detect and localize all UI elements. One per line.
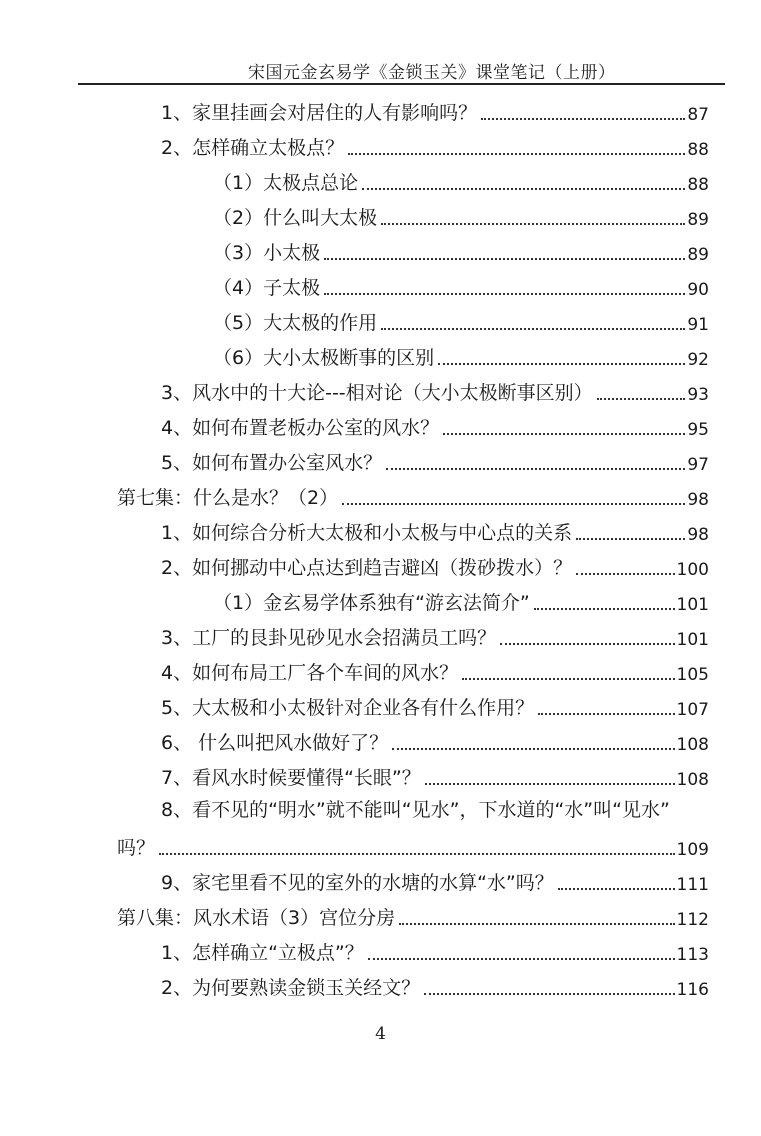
leader-dots xyxy=(324,258,685,260)
toc-entry-title: 3、风水中的十大论---相对论（大小太极断事区别） xyxy=(161,382,593,404)
leader-dots xyxy=(381,328,685,330)
toc-entry xyxy=(117,830,709,860)
toc-entry-title: （1）金玄易学体系独有“游玄法简介” xyxy=(213,592,530,614)
toc-entry-title: 6、 什么叫把风水做好了？ xyxy=(161,732,389,754)
toc-entry-page: 107 xyxy=(676,700,709,720)
leader-dots xyxy=(500,643,674,645)
toc-entry-title: 2、怎样确立太极点？ xyxy=(161,137,345,159)
leader-dots xyxy=(576,573,674,575)
toc-entry-title: 1、怎样确立“立极点”？ xyxy=(161,942,364,964)
leader-dots xyxy=(558,888,675,890)
leader-dots xyxy=(368,958,675,960)
toc-entry-title: 2、如何挪动中心点达到趋吉避凶（拨砂拨水）？ xyxy=(161,557,573,579)
toc-entry xyxy=(213,270,709,300)
leader-dots xyxy=(386,468,685,470)
leader-dots xyxy=(424,993,674,995)
toc-entry-title: 7、看风水时候要懂得“长眼”？ xyxy=(161,767,421,789)
leader-dots xyxy=(481,118,685,120)
toc-entry-page: 93 xyxy=(687,385,709,405)
toc-entry-page: 100 xyxy=(676,560,709,580)
toc-entry-title: 第七集：什么是水？（2） xyxy=(117,487,339,509)
toc-entry-page: 108 xyxy=(676,770,709,790)
toc-entry-page: 88 xyxy=(687,175,709,195)
toc-entry xyxy=(161,935,709,965)
leader-dots xyxy=(462,678,674,680)
toc-entry xyxy=(161,550,709,580)
toc-chapter-entry xyxy=(117,480,709,510)
toc-entry-page: 89 xyxy=(687,210,709,230)
leader-dots xyxy=(342,503,685,505)
toc-entry-page: 105 xyxy=(676,665,709,685)
toc-entry-title: 5、大太极和小太极针对企业各有什么作用？ xyxy=(161,697,535,719)
toc-entry-title: 4、如何布局工厂各个车间的风水？ xyxy=(161,662,459,684)
leader-dots xyxy=(362,188,685,190)
page-number: 4 xyxy=(375,1024,386,1044)
toc-entry-title: （5）大太极的作用 xyxy=(213,312,378,334)
toc-entry-page: 88 xyxy=(687,140,709,160)
toc-chapter-entry xyxy=(117,900,709,930)
toc-entry-title: 9、家宅里看不见的室外的水塘的水算“水”吗？ xyxy=(161,872,554,894)
toc-entry xyxy=(213,305,709,335)
toc-entry xyxy=(161,95,709,125)
toc-entry-title: 第八集：风水术语（3）宫位分房 xyxy=(117,907,396,929)
toc-entry-title: （4）子太极 xyxy=(213,277,321,299)
toc-entry xyxy=(213,200,709,230)
header-rule xyxy=(78,83,725,85)
leader-dots xyxy=(348,153,685,155)
toc-entry-title: 4、如何布置老板办公室的风水？ xyxy=(161,417,440,439)
toc-entry-page: 90 xyxy=(687,280,709,300)
toc-entry-title: 1、家里挂画会对居住的人有影响吗？ xyxy=(161,102,478,124)
leader-dots xyxy=(324,293,685,295)
toc-entry-page: 97 xyxy=(687,455,709,475)
toc-entry xyxy=(161,865,709,895)
leader-dots xyxy=(425,783,675,785)
toc-entry-title: （3）小太极 xyxy=(213,242,321,264)
leader-dots xyxy=(597,398,686,400)
running-header: 宋国元金玄易学《金锁玉关》课堂笔记（上册） xyxy=(248,63,616,83)
toc-entry xyxy=(161,515,709,545)
leader-dots xyxy=(438,363,685,365)
toc-entry-page: 108 xyxy=(676,735,709,755)
toc-entry-page: 98 xyxy=(687,490,709,510)
toc-entry xyxy=(161,375,709,405)
toc-entry xyxy=(213,235,709,265)
toc-entry-page: 109 xyxy=(676,840,709,860)
leader-dots xyxy=(392,748,674,750)
toc-entry xyxy=(213,585,709,615)
toc-entry-page: 89 xyxy=(687,245,709,265)
toc-entry xyxy=(161,445,709,475)
toc-entry-page: 92 xyxy=(687,350,709,370)
toc-entry-page: 113 xyxy=(676,945,709,965)
toc-entry xyxy=(161,620,709,650)
toc-entry xyxy=(213,165,709,195)
leader-dots xyxy=(534,608,675,610)
toc-entry-title: 2、为何要熟读金锁玉关经文？ xyxy=(161,977,421,999)
toc-entry-title: 1、如何综合分析大太极和小太极与中心点的关系 xyxy=(161,522,573,544)
toc-entry-page: 91 xyxy=(687,315,709,335)
toc-entry xyxy=(213,340,709,370)
toc-entry xyxy=(161,410,709,440)
toc-entry-page: 95 xyxy=(687,420,709,440)
toc-entry-title: 3、工厂的艮卦见砂见水会招满员工吗？ xyxy=(161,627,497,649)
toc-entry xyxy=(161,760,709,790)
toc-entry-page: 101 xyxy=(676,595,709,615)
toc-entry xyxy=(161,655,709,685)
leader-dots xyxy=(538,713,674,715)
toc-entry xyxy=(161,725,709,755)
toc-entry-title: 吗？ xyxy=(117,837,156,859)
toc-entry-page: 101 xyxy=(676,630,709,650)
toc-entry-title: （1）太极点总论 xyxy=(213,172,359,194)
leader-dots xyxy=(381,223,685,225)
toc-entry-title: （6）大小太极断事的区别 xyxy=(213,347,435,369)
toc-entry-title-line1: 8、看不见的“明水”就不能叫“见水”，下水道的“水”叫“见水” xyxy=(161,799,670,821)
leader-dots xyxy=(159,853,675,855)
toc-entry-page: 112 xyxy=(676,910,709,930)
leader-dots xyxy=(576,538,685,540)
toc-entry xyxy=(161,130,709,160)
toc-entry-page: 98 xyxy=(687,525,709,545)
toc-entry xyxy=(161,690,709,720)
leader-dots xyxy=(443,433,685,435)
toc-entry-page: 111 xyxy=(676,875,709,895)
toc-entry-title: （2）什么叫大太极 xyxy=(213,207,378,229)
leader-dots xyxy=(399,923,674,925)
toc-entry-title: 5、如何布置办公室风水？ xyxy=(161,452,383,474)
toc-entry xyxy=(161,970,709,1000)
toc-entry-page: 116 xyxy=(676,980,709,1000)
toc-entry-page: 87 xyxy=(687,105,709,125)
